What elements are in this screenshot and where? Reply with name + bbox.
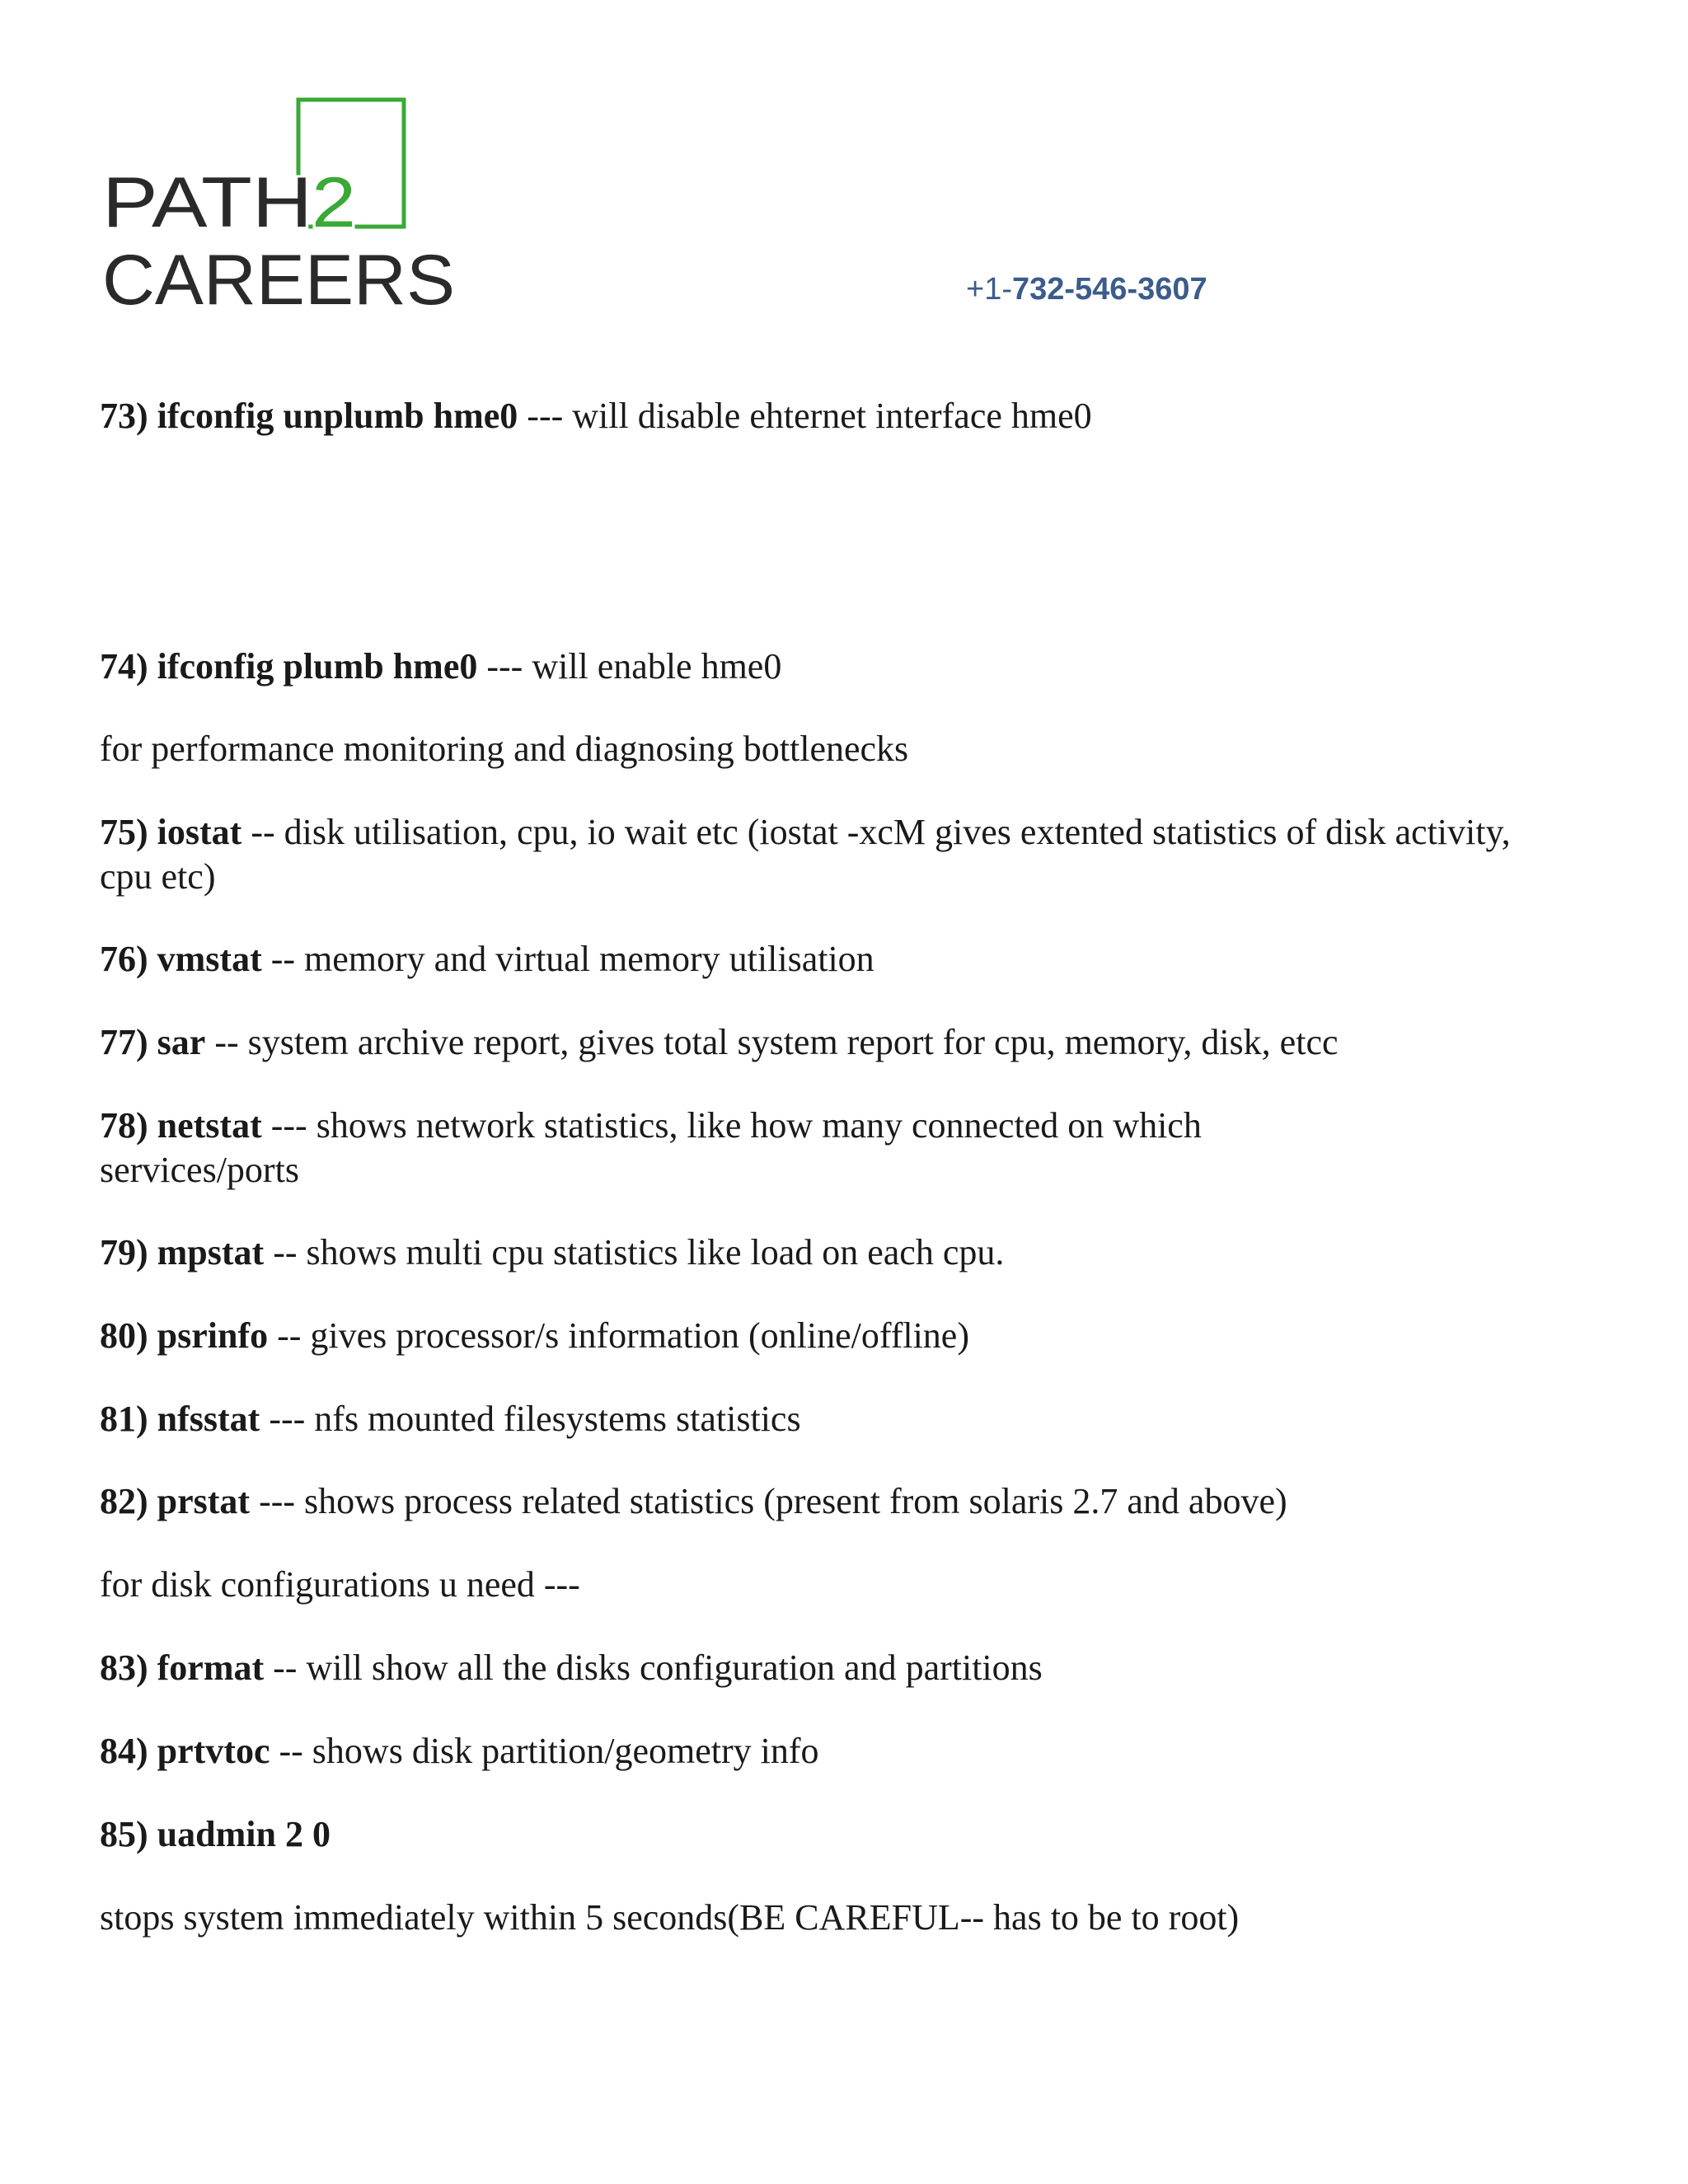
command: 76) vmstat — [100, 939, 262, 979]
phone-number — [966, 274, 1207, 305]
item-77 — [100, 1020, 1517, 1065]
command: 81) nfsstat — [100, 1399, 260, 1439]
item-82 — [100, 1479, 1517, 1524]
command: 75) iostat — [100, 812, 242, 852]
item-84 — [100, 1729, 1517, 1774]
item-78 — [100, 1104, 1336, 1193]
description: -- disk utilisation, cpu, io wait etc (iostat -xcM gives extented statistics of disk activity, cpu etc) — [100, 812, 1511, 897]
item-85-description — [100, 1896, 1517, 1940]
description: for performance monitoring and diagnosing bottlenecks — [100, 729, 909, 769]
item-73 — [100, 394, 1517, 438]
logo-digit: 2 — [312, 163, 356, 242]
item-81 — [100, 1397, 1517, 1441]
command: 74) ifconfig plumb hme0 — [100, 646, 478, 687]
section-note-performance — [100, 727, 1517, 771]
command: 79) mpstat — [100, 1232, 265, 1272]
path2careers-logo — [101, 97, 463, 313]
description: -- will show all the disks configuration and partitions — [264, 1647, 1043, 1688]
description: --- shows process related statistics (present from solaris 2.7 and above) — [250, 1481, 1287, 1521]
phone-prefix: +1- — [966, 272, 1012, 307]
command: 82) prstat — [100, 1481, 251, 1521]
item-74 — [100, 644, 1517, 689]
command: 78) netstat — [100, 1105, 262, 1146]
item-80 — [100, 1314, 1517, 1358]
description: -- shows multi cpu statistics like load on each cpu. — [264, 1232, 1005, 1272]
item-85 — [100, 1812, 1517, 1857]
command: 77) sar — [100, 1022, 206, 1062]
command: 80) psrinfo — [100, 1315, 269, 1356]
item-83 — [100, 1646, 1517, 1690]
section-note-disk — [100, 1563, 1517, 1607]
description: -- system archive report, gives total system report for cpu, memory, disk, etcc — [205, 1022, 1339, 1062]
logo-line1: PATH — [102, 163, 312, 242]
description: --- nfs mounted filesystems statistics — [260, 1399, 801, 1439]
description: -- memory and virtual memory utilisation — [261, 939, 874, 979]
description: for disk configurations u need --- — [100, 1564, 580, 1605]
description: --- will enable hme0 — [477, 646, 782, 687]
description: -- gives processor/s information (online/offline) — [268, 1315, 969, 1356]
logo-line2: CAREERS — [102, 241, 455, 313]
item-76 — [100, 937, 1517, 982]
command: 73) ifconfig unplumb hme0 — [100, 396, 518, 436]
command: 85) uadmin 2 0 — [100, 1814, 331, 1854]
description: --- shows network statistics, like how many connected on which services/ports — [100, 1105, 1202, 1190]
description: --- will disable ehternet interface hme0 — [518, 396, 1092, 436]
item-75 — [100, 810, 1517, 899]
description: -- shows disk partition/geometry info — [270, 1731, 819, 1771]
description: stops system immediately within 5 seconds(BE CAREFUL-- has to be to root) — [100, 1897, 1240, 1938]
command: 84) prtvtoc — [100, 1731, 270, 1771]
command: 83) format — [100, 1647, 265, 1688]
phone-digits: 732-546-3607 — [1011, 272, 1207, 307]
item-79 — [100, 1230, 1517, 1275]
